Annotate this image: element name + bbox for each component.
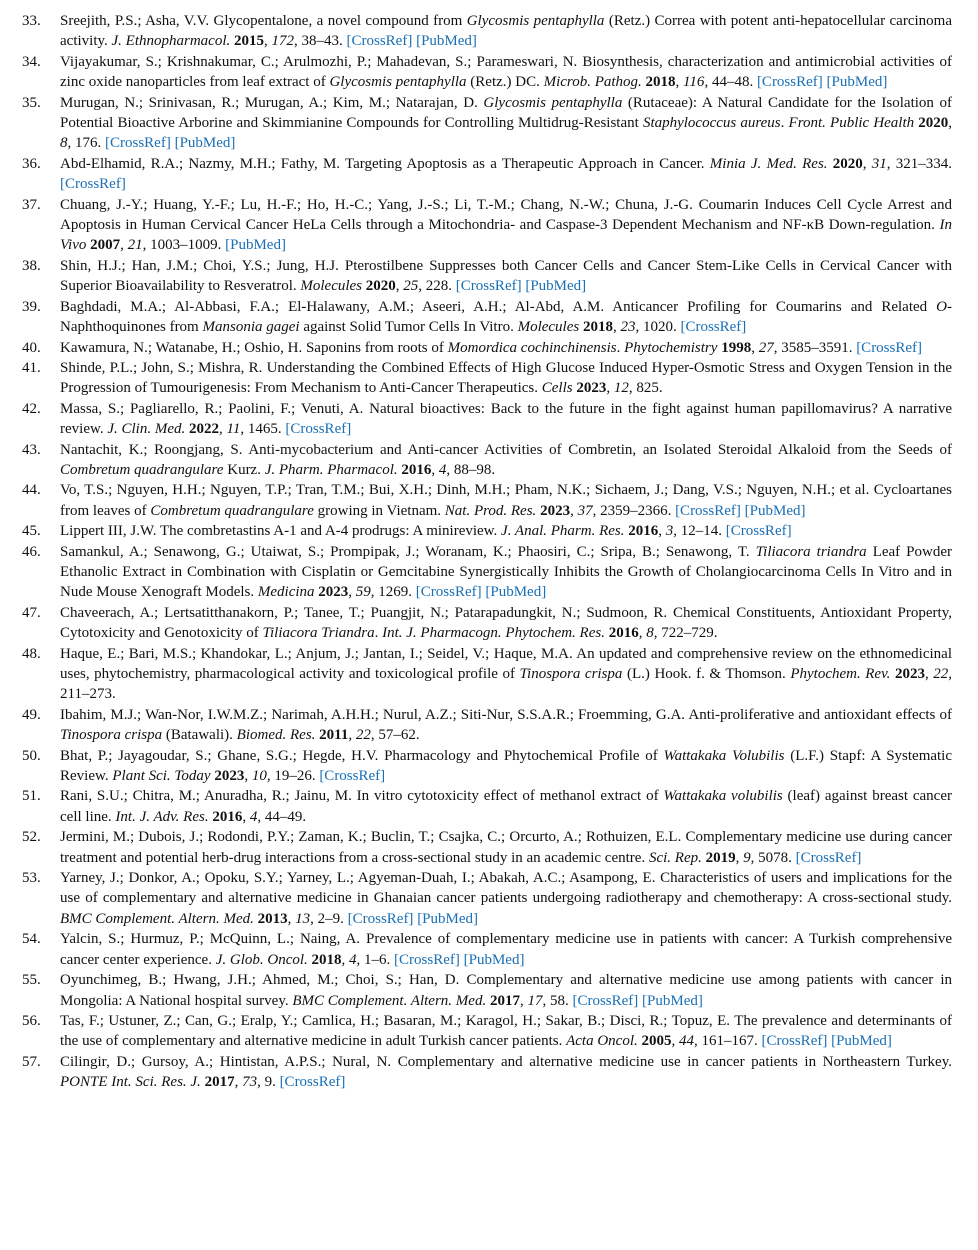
reference-text: against Solid Tumor Cells In Vitro. [299,319,518,336]
year-text: 2013 [257,910,288,927]
reference-text: , 1020. [635,319,681,336]
reference-item [22,1052,952,1093]
reference-number: 47. [22,604,41,621]
reference-text: , 1003–1009. [142,237,226,254]
reference-text: , 44–48. [704,74,757,91]
reference-number: 48. [22,645,41,662]
italic-text: J. Anal. Pharm. Res. [501,523,625,540]
reference-number: 56. [22,1012,41,1029]
reference-text: , [606,380,614,397]
reference-text: , 1–6. [356,951,395,968]
reference-number: 33. [22,13,41,29]
italic-text: Biomed. Res. [236,727,316,744]
reference-text: , [264,33,272,50]
reference-text: Sreejith, P.S.; Asha, V.V. Glycopentalone, a novel compound from [60,13,467,29]
year-text: 1998 [721,339,752,356]
reference-text: , 12–14. [673,523,726,540]
crossref-link[interactable]: [CrossRef] [347,910,414,927]
crossref-link[interactable]: [CrossRef] [60,176,126,193]
italic-text: Glycosmis pentaphylla [466,13,605,29]
reference-text: growing in Vietnam. [313,502,445,519]
reference-number: 35. [22,94,41,111]
reference-item [22,746,952,787]
reference-text: , 2359–2366. [592,502,676,519]
reference-text: , [219,421,227,438]
italic-text: 73 [242,1074,258,1091]
reference-item [22,786,952,827]
year-text: 2018 [582,319,613,336]
reference-text: Chuang, J.-Y.; Huang, Y.-F.; Lu, H.-F.; Ho, H.-C.; Yang, J.-S.; Li, T.-M.; Chang, N.-W.; Chuna, J.-G. Coumarin Induces Cell Cycle Arrest and Apoptosis in Human Cervical Cancer HeLa Cells through a Mitochondria- and Caspase-3 Dependent Mechanism and NF-κB Down-regulation. [60,196,952,234]
reference-text: Chaveerach, A.; Lertsatitthanakorn, P.; Tanee, T.; Puangjit, N.; Patarapadungkit, N.; Sudmoon, R. Chemical Constituents, Antioxidant Property, Cytotoxicity and Genotoxicity of [60,604,952,642]
reference-text: , [395,278,404,295]
crossref-link[interactable]: [CrossRef] [346,33,413,50]
italic-text: Plant Sci. Today [112,768,211,785]
italic-text: BMC Complement. Altern. Med. [292,992,487,1009]
pubmed-link[interactable]: [PubMed] [642,992,703,1009]
reference-text: , [570,502,578,519]
year-text: 2017 [204,1074,235,1091]
italic-text: 17 [527,992,543,1009]
reference-text: Jermini, M.; Dubois, J.; Rodondi, P.Y.; Zaman, K.; Buclin, T.; Csajka, C.; Orcurto, A.; Rothuizen, E.L. Complementary medicine use during cancer treatment and potential herb-drug interactions from a cross-sectional study in an academic centre. [60,829,952,866]
reference-text: , [735,849,744,866]
reference-text: , 161–167. [694,1033,762,1050]
reference-text: Shin, H.J.; Han, J.M.; Choi, Y.S.; Jung, H.J. Pterostilbene Suppresses both Cancer Cells and Cancer Stem-Like Cells in Cervical Cancer with Superior Bioavailability to Resveratrol. [60,257,952,295]
pubmed-link[interactable]: [PubMed] [826,74,888,91]
year-text: 2023 [318,584,349,601]
reference-item [22,970,952,1011]
italic-text: Phytochemistry [624,339,718,356]
reference-item [22,52,952,93]
pubmed-link[interactable]: [PubMed] [463,951,525,968]
reference-text: . [616,339,625,356]
reference-text: Haque, E.; Bari, M.S.; Khandokar, L.; Anjum, J.; Jantan, I.; Seidel, V.; Haque, M.A. An updated and comprehensive review on the ethnomedicinal uses, phytochemistry, pharmacological activity and toxicological profile of [60,645,952,682]
pubmed-link[interactable]: [PubMed] [744,502,806,519]
reference-item [22,603,952,644]
reference-text: , [244,768,252,785]
italic-text: 4 [249,808,258,825]
italic-text: 10 [251,768,267,785]
reference-item [22,440,952,481]
reference-item [22,1011,952,1052]
reference-text: , 1269. [370,584,416,601]
reference-number: 38. [22,257,41,274]
crossref-link[interactable]: [CrossRef] [415,584,482,601]
italic-text: Momordica cochinchinensis [447,339,617,356]
italic-text: Combretum quadrangulare [60,461,224,478]
reference-number: 39. [22,298,41,315]
italic-text: J. Ethnopharmacol. [111,33,231,50]
reference-text: , 3585–3591. [773,339,857,356]
reference-text: , 44–49. [257,808,307,825]
reference-text: . [780,115,789,132]
reference-text: , 228. [418,278,456,295]
reference-item [22,480,952,521]
pubmed-link[interactable]: [PubMed] [417,910,479,927]
reference-text: , [675,74,684,91]
italic-text: Acta Oncol. [566,1033,638,1050]
reference-text: , [862,155,872,172]
reference-text: , [431,461,439,478]
reference-item [22,521,952,541]
reference-number: 50. [22,747,41,764]
reference-text: -Naphthoquinones from [60,298,952,336]
crossref-link[interactable]: [CrossRef] [285,421,352,438]
crossref-link[interactable]: [CrossRef] [756,74,823,91]
reference-number: 53. [22,870,41,887]
crossref-link[interactable]: [CrossRef] [795,849,862,866]
reference-text: , [120,237,128,254]
year-text: 2023 [576,380,607,397]
reference-number: 52. [22,829,41,846]
reference-text: Ibahim, M.J.; Wan-Nor, I.W.M.Z.; Narimah, A.H.H.; Nurul, A.Z.; Siti-Nur, S.S.A.R.; Froemming, G.A. Anti-proliferative and antioxidant effects of [60,706,952,723]
reference-number: 57. [22,1053,41,1070]
pubmed-link[interactable]: [PubMed] [831,1033,892,1050]
crossref-link[interactable]: [CrossRef] [455,278,522,295]
year-text: 2023 [540,502,571,519]
italic-text: 21 [127,237,143,254]
italic-text: J. Glob. Oncol. [215,951,308,968]
year-text: 2015 [234,33,264,50]
italic-text: Front. Public Health [788,115,915,132]
reference-number: 54. [22,931,41,948]
reference-item [22,868,952,929]
pubmed-link[interactable]: [PubMed] [225,237,286,254]
reference-text: , [519,992,528,1009]
year-text: 2022 [189,421,219,438]
italic-text: 4 [438,461,447,478]
reference-text: , 38–43. [294,33,347,50]
italic-text: Glycosmis pentaphylla [329,74,467,91]
reference-text: Massa, S.; Pagliarello, R.; Paolini, F.; Venuti, A. Natural bioactives: Back to the future in the fight against human papillomavirus? A narrative review. [60,400,952,438]
reference-text: Nantachit, K.; Roongjang, S. Anti-mycobacterium and Anti-cancer Activities of Combretin, an Isolated Steroidal Alkaloid from the Seeds of [60,441,952,458]
pubmed-link[interactable]: [PubMed] [174,135,236,152]
reference-number: 45. [22,523,41,540]
reference-text: , 722–729. [653,625,718,642]
italic-text: Cells [541,380,573,397]
crossref-link[interactable]: [CrossRef] [394,951,460,968]
reference-text: , [341,951,350,968]
reference-text: Yarney, J.; Donkor, A.; Opoku, S.Y.; Yarney, L.; Agyeman-Duah, I.; Abakah, A.C.; Asampong, E. Characteristics of users and implications for the use of complementary and alternative medicine in Ghanaian cancer patients undergoing radiotherapy and chemotherapy: A cross-sectional study. [60,870,952,907]
reference-text: , 321–334. [886,155,953,172]
reference-text: (Rutaceae): A Natural Candidate for the Isolation of Potential Bioactive Arborine and Skimmianine Compounds for Controlling Multidrug-Resistant [60,94,952,132]
reference-text: , [751,339,759,356]
reference-text: Oyunchimeg, B.; Hwang, J.H.; Ahmed, M.; Choi, S.; Han, D. Complementary and alternative medicine use among patients with cancer in Mongolia: A National hospital survey. [60,972,952,1009]
reference-text: , [612,319,621,336]
year-text: 2005 [641,1033,672,1050]
italic-text: 9 [743,849,751,866]
reference-text: Tas, F.; Ustuner, Z.; Can, G.; Eralp, Y.; Camlica, H.; Basaran, M.; Karagol, H.; Sakar, B.; Disci, R.; Topuz, E. The prevalence and determinants of the use of complementary and alternative medicine in adult Turkish cancer patients. [60,1012,952,1050]
reference-text: (L.) Hook. f. & Thomson. [622,666,791,682]
reference-text: Murugan, N.; Srinivasan, R.; Murugan, A.; Kim, M.; Natarajan, D. [60,94,484,111]
italic-text: O [936,298,947,315]
italic-text: 172 [271,33,294,50]
reference-text: Shinde, P.L.; John, S.; Mishra, R. Understanding the Combined Effects of High Glucose Induced Hyper-Osmotic Stress and Oxygen Tension in the Progression of Tumourigenesis: From Mechanism to Anti-Cancer Therapeutics. [60,359,952,397]
italic-text: Tinospora crispa [60,727,163,744]
reference-number: 40. [22,339,41,356]
year-text: 2020 [832,155,863,172]
italic-text: Nat. Prod. Res. [444,502,537,519]
italic-text: Tinospora crispa [519,666,623,682]
reference-text: Rani, S.U.; Chitra, M.; Anuradha, R.; Jainu, M. In vitro cytotoxicity effect of methanol extract of [60,788,664,805]
crossref-link[interactable]: [CrossRef] [319,768,386,785]
italic-text: Phytochem. Rev. [790,666,891,682]
crossref-link[interactable]: [CrossRef] [675,502,741,519]
reference-item [22,256,952,297]
year-text: 2018 [311,951,342,968]
italic-text: Wattakaka Volubilis [663,747,785,764]
reference-text: , [348,727,356,744]
italic-text: Wattakaka volubilis [663,788,783,805]
crossref-link[interactable]: [CrossRef] [725,523,792,540]
reference-text: (leaf) against breast cancer cell line. [60,788,952,825]
italic-text: 8 [60,135,68,152]
crossref-link[interactable]: [CrossRef] [680,319,747,336]
reference-text: , 9. [257,1074,280,1091]
reference-text: Samankul, A.; Senawong, G.; Utaiwat, S.; Prompipak, J.; Woranam, K.; Phaosiri, C.; Sripa, B.; Senawong, T. [60,543,756,560]
italic-text: Int. J. Pharmacogn. Phytochem. Res. [382,625,605,642]
year-text: 2023 [894,666,925,682]
reference-number: 41. [22,359,41,376]
crossref-link[interactable]: [CrossRef] [105,135,171,152]
year-text: 2020 [365,278,396,295]
reference-number: 46. [22,543,41,560]
italic-text: 37 [577,502,593,519]
italic-text: 116 [683,74,705,91]
reference-number: 51. [22,788,41,805]
italic-text: Staphylococcus aureus [642,115,781,132]
italic-text: Tiliacora Triandra [262,625,375,642]
reference-text: Cilingir, D.; Gursoy, A.; Hintistan, A.P.S.; Nural, N. Complementary and alternative medicine use in cancer patients in Northeastern Turkey. [60,1053,952,1070]
reference-number: 43. [22,441,41,458]
italic-text: Int. J. Adv. Res. [115,808,209,825]
pubmed-link[interactable]: [PubMed] [416,33,477,50]
reference-text: , 2–9. [310,910,348,927]
year-text: 2016 [212,808,243,825]
reference-text: , [948,115,953,132]
reference-number: 37. [22,196,41,213]
reference-text: , [638,625,647,642]
year-text: 2016 [608,625,639,642]
reference-number: 34. [22,53,41,70]
reference-text: (L.F.) Stapf: A Systematic Review. [60,747,953,785]
italic-text: J. Clin. Med. [107,421,186,438]
reference-text: , [234,1074,243,1091]
reference-text: Baghdadi, M.A.; Al-Abbasi, F.A.; El-Halawany, A.M.; Aseeri, A.H.; Al-Abd, A.M. Anticancer Profiling for Coumarins and Related [60,298,937,315]
reference-item [22,358,952,399]
reference-text: Abd-Elhamid, R.A.; Nazmy, M.H.; Fathy, M. Targeting Apoptosis as a Therapeutic Approach in Cancer. [60,155,710,172]
reference-text: , 211–273. [60,666,953,703]
reference-number: 44. [22,482,41,499]
reference-text: , 58. [542,992,573,1009]
italic-text: 44 [679,1033,695,1050]
reference-item [22,399,952,440]
reference-item [22,297,952,338]
italic-text: 4 [349,951,357,968]
year-text: 2011 [319,727,349,744]
italic-text: Microb. Pathog. [543,74,642,91]
reference-number: 55. [22,972,41,989]
crossref-link[interactable]: [CrossRef] [856,339,923,356]
pubmed-link[interactable]: [PubMed] [525,278,587,295]
year-text: 2017 [489,992,520,1009]
italic-text: 8 [646,625,654,642]
crossref-link[interactable]: [CrossRef] [279,1074,346,1091]
pubmed-link[interactable]: [PubMed] [485,584,547,601]
italic-text: Sci. Rep. [648,849,702,866]
reference-text: Vo, T.S.; Nguyen, H.H.; Nguyen, T.P.; Tran, T.M.; Bui, X.H.; Dinh, M.H.; Pham, N.K.; Sichaem, J.; Dang, V.S.; Nguyen, N.H.; et al. Cycloartanes from leaves of [60,482,952,519]
italic-text: Mansonia gagei [202,319,300,336]
italic-text: Molecules [300,278,363,295]
reference-item [22,93,952,154]
reference-list [22,11,952,1093]
italic-text: 11 [226,421,241,438]
italic-text: 59 [355,584,371,601]
reference-text: , 88–98. [446,461,496,478]
reference-text: . [374,625,383,642]
reference-text: , [348,584,356,601]
reference-text: (Retz.) DC. [466,74,544,91]
year-text: 2020 [918,115,949,132]
crossref-link[interactable]: [CrossRef] [761,1033,828,1050]
italic-text: 13 [295,910,311,927]
italic-text: Glycosmis pentaphylla [483,94,623,111]
reference-text: , 825. [628,380,663,397]
italic-text: Medicina [257,584,315,601]
reference-text: Lippert III, J.W. The combretastins A-1 and A-4 prodrugs: A minireview. [60,523,502,540]
reference-text: , [242,808,250,825]
reference-text: , 5078. [750,849,796,866]
italic-text: J. Pharm. Pharmacol. [264,461,398,478]
reference-text: (Retz.) Correa with potent anti-hepatocellular carcinoma activity. [60,13,952,50]
italic-text: Tiliacora triandra [755,543,867,560]
reference-item [22,338,952,358]
reference-text: , [924,666,934,682]
reference-text: , [287,910,296,927]
reference-text: Bhat, P.; Jayagoudar, S.; Ghane, S.G.; Hegde, H.V. Pharmacology and Phytochemical Profile of [60,747,664,764]
italic-text: 3 [665,523,674,540]
reference-item [22,827,952,868]
italic-text: 31 [871,155,887,172]
reference-text: , 19–26. [266,768,320,785]
reference-item [22,705,952,746]
reference-item [22,195,952,256]
reference-text: , 1465. [240,421,286,438]
italic-text: Molecules [517,319,580,336]
italic-text: 12 [613,380,629,397]
italic-text: In Vivo [60,217,952,254]
reference-text: Leaf Powder Ethanolic Extract in Combination with Cisplatin or Gemcitabine Synergistically Inhibits the Growth of Cholangiocarcinoma Cells In Vitro and in Nude Mouse Xenograft Models. [60,543,952,601]
reference-item [22,154,952,195]
italic-text: PONTE Int. Sci. Res. J. [60,1074,201,1091]
reference-text: Kawamura, N.; Watanabe, H.; Oshio, H. Saponins from roots of [60,339,448,356]
crossref-link[interactable]: [CrossRef] [572,992,639,1009]
italic-text: 27 [758,339,774,356]
year-text: 2019 [705,849,736,866]
italic-text: Minia J. Med. Res. [709,155,828,172]
year-text: 2018 [645,74,676,91]
reference-item [22,929,952,970]
italic-text: BMC Complement. Altern. Med. [60,910,254,927]
reference-number: 49. [22,706,41,723]
reference-text: Yalcin, S.; Hurmuz, P.; McQuinn, L.; Naing, A. Prevalence of complementary medicine use in patients with cancer: A Turkish comprehensive cancer center experience. [60,931,952,968]
reference-number: 36. [22,155,41,172]
reference-item [22,542,952,603]
year-text: 2007 [90,237,121,254]
year-text: 2023 [214,768,245,785]
italic-text: 22 [933,666,949,682]
italic-text: 25 [403,278,419,295]
reference-text: , [671,1033,680,1050]
italic-text: 22 [355,727,371,744]
reference-text: Vijayakumar, S.; Krishnakumar, C.; Arulmozhi, P.; Mahadevan, S.; Parameswari, N. Biosynthesis, characterization and antimicrobial activities of zinc oxide nanoparticles from leaf extract of [60,53,952,91]
italic-text: Combretum quadrangulare [150,502,314,519]
reference-text: Kurz. [223,461,265,478]
reference-item [22,11,952,52]
reference-item [22,644,952,705]
italic-text: 23 [620,319,636,336]
reference-number: 42. [22,400,41,417]
reference-text: , 176. [67,135,105,152]
year-text: 2016 [628,523,659,540]
year-text: 2016 [401,461,432,478]
reference-text: , 57–62. [370,727,420,744]
reference-text: , [658,523,666,540]
reference-text: (Batawali). [162,727,237,744]
